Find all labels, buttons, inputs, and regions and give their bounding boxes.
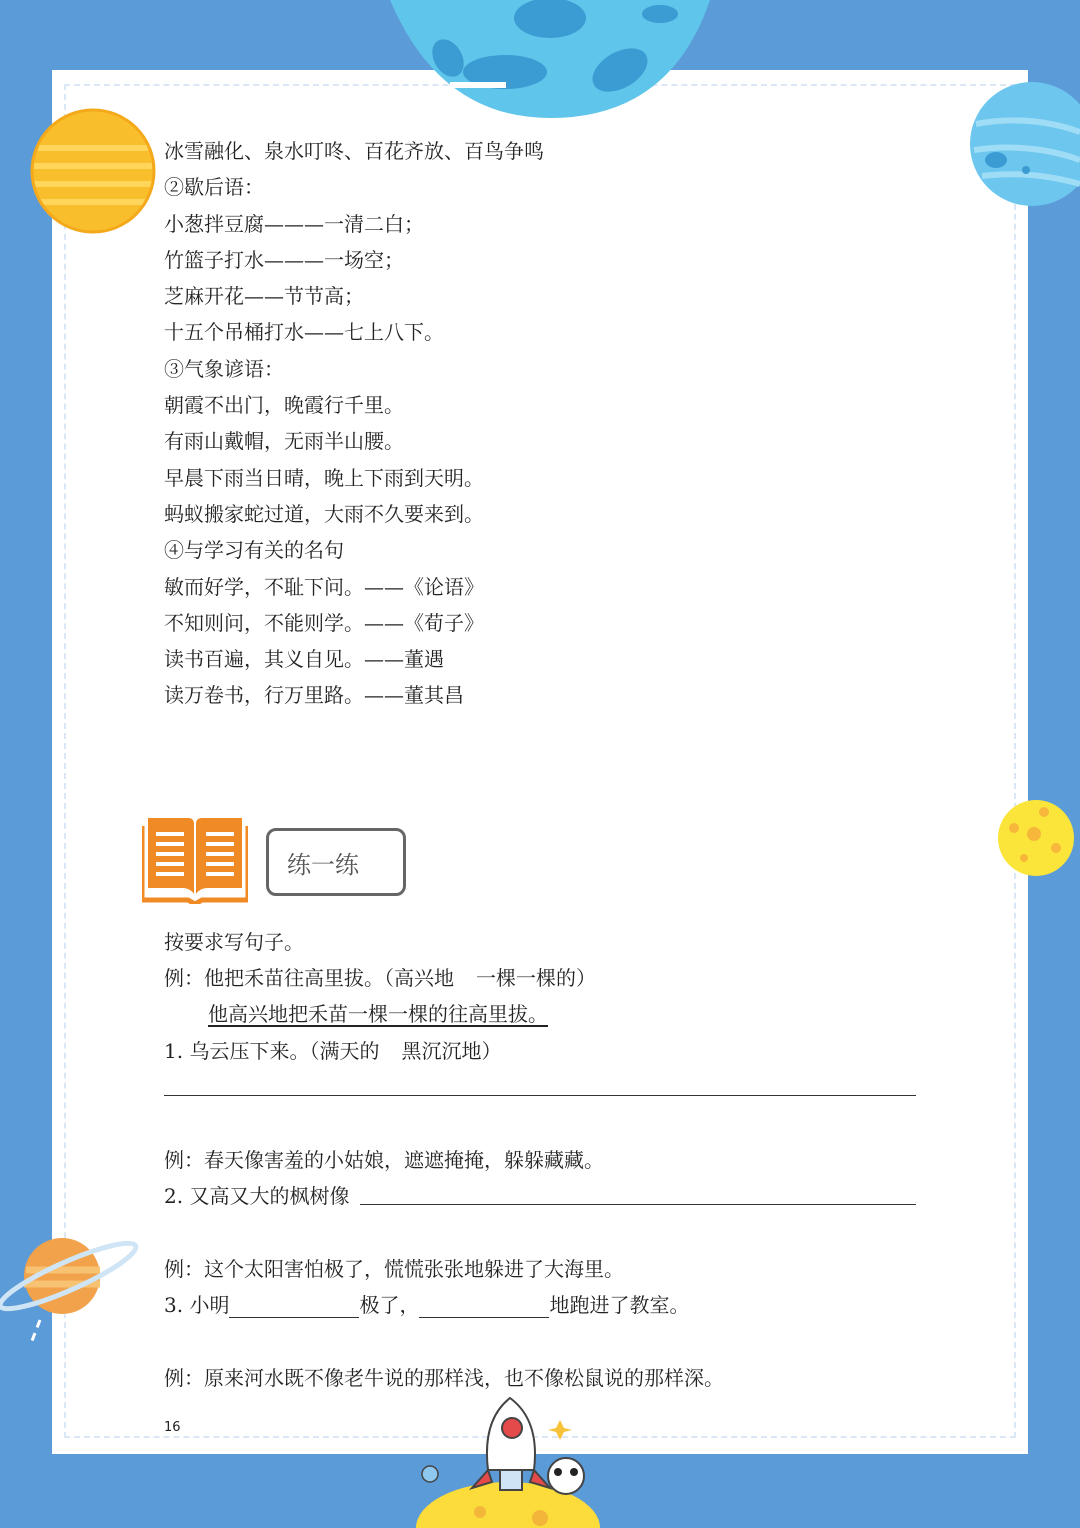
text-line: 冰雪融化、泉水叮咚、百花齐放、百鸟争鸣: [164, 139, 544, 163]
question-2: 2. 又高又大的枫树像: [164, 1184, 350, 1208]
text-line: 有雨山戴帽，无雨半山腰。: [164, 429, 404, 454]
saturn-icon: [0, 1230, 140, 1360]
text-line: 敏而好学，不耻下问。——《论语》: [164, 574, 484, 599]
blue-planet-icon: [970, 80, 1080, 208]
blue-moon-icon: [380, 0, 720, 125]
rocket-moon-icon: [400, 1390, 620, 1528]
example-3: 例：这个太阳害怕极了，慌慌张张地躲进了大海里。: [164, 1257, 624, 1281]
text-line: 不知则问，不能则学。——《荀子》: [164, 610, 484, 635]
text-line: 蚂蚁搬家蛇过道，大雨不久要来到。: [164, 501, 484, 526]
question-1-hint: 黑沉沉地）: [401, 1039, 502, 1063]
page-number: 16: [164, 1420, 181, 1435]
text-line: 读万卷书，行万里路。——董其昌: [164, 683, 464, 708]
text-line: ③气象谚语：: [164, 356, 284, 381]
text-line: 小葱拌豆腐———一清二白；: [164, 211, 424, 236]
answer-blank-3a[interactable]: [229, 1297, 359, 1318]
question-3: [164, 1289, 689, 1318]
text-line: 早晨下雨当日晴，晚上下雨到天明。: [164, 465, 484, 490]
small-yellow-planet-icon: [994, 798, 1080, 878]
text-line: ②歇后语：: [164, 175, 264, 200]
question-3-end: 地跑进了教室。: [549, 1293, 690, 1317]
yellow-planet-icon: [30, 108, 156, 234]
example-2: 例：春天像害羞的小姑娘，遮遮掩掩，躲躲藏藏。: [164, 1148, 604, 1172]
answer-line-1[interactable]: [164, 1095, 916, 1096]
example-4: 例：原来河水既不像老牛说的那样浅，也不像松鼠说的那样深。: [164, 1366, 724, 1390]
text-line: 十五个吊桶打水——七上八下。: [164, 320, 444, 345]
text-line: 朝霞不出门，晚霞行千里。: [164, 393, 404, 418]
practice-tag: 练一练: [266, 828, 406, 896]
example-1: [164, 962, 596, 991]
example-1-hint: 一棵一棵的）: [476, 966, 596, 990]
reference-text: [164, 133, 924, 714]
text-line: ④与学习有关的名句: [164, 538, 344, 563]
text-line: 芝麻开花——节节高；: [164, 284, 364, 309]
text-line: 读书百遍，其义自见。——董遇: [164, 647, 444, 672]
question-3-start: 3. 小明: [164, 1293, 230, 1317]
text-line: 竹篮子打水———一场空；: [164, 247, 404, 272]
question-3-middle: 极了，: [359, 1293, 420, 1317]
example-1-text: 例：他把禾苗往高里拔。（高兴地: [164, 966, 454, 990]
question-1: [164, 1035, 501, 1064]
answer-blank-3b[interactable]: [419, 1297, 549, 1318]
answer-line-2[interactable]: [360, 1204, 916, 1205]
instruction: 按要求写句子。: [164, 930, 304, 954]
example-1-answer: 他高兴地把禾苗一棵一棵的往高里拔。: [208, 1002, 548, 1026]
open-book-icon: [142, 812, 248, 904]
question-1-text: 1. 乌云压下来。（满天的: [164, 1039, 380, 1063]
